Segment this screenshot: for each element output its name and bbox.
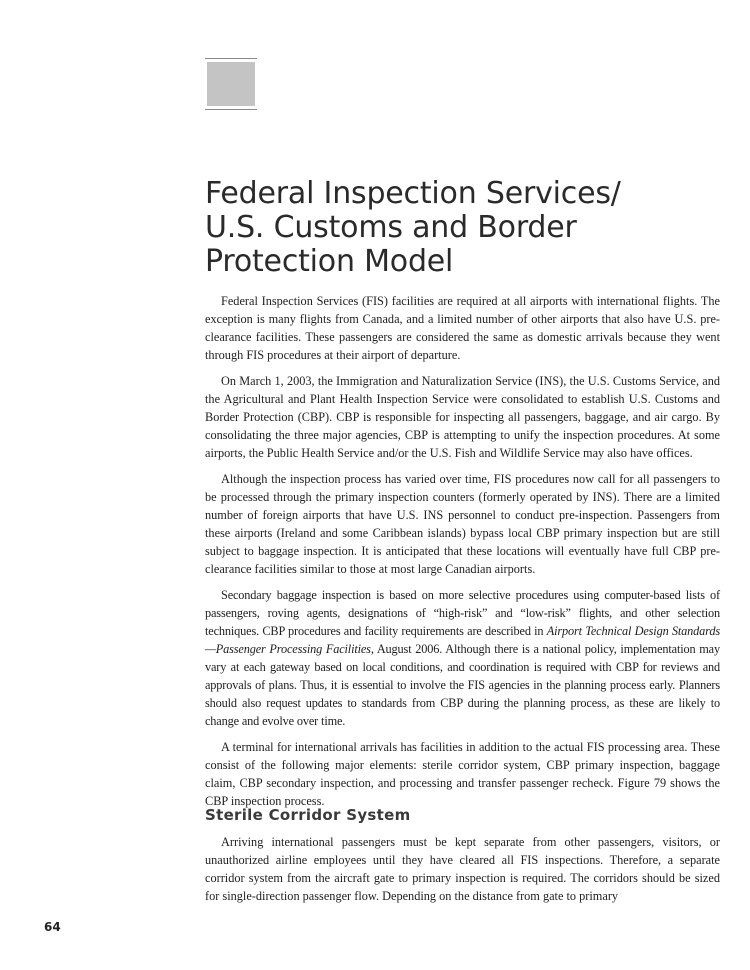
body-text-run: August 2006. Although there is a national policy, implementation may vary at each gateway based on local conditions, and coordination is required with CBP for reviews and approvals of plans. Thus, it is essential to involve the FIS agencies in the planning process early. Planners should also request updates to standards from CBP during the planning process, as these are likely to change and evolve over time. (205, 642, 720, 728)
section-heading: Sterile Corridor System (205, 806, 411, 824)
chapter-title-line: U.S. Customs and Border (205, 210, 577, 245)
chapter-title-line: Protection Model (205, 244, 454, 279)
chapter-rule-bottom (205, 109, 257, 110)
chapter-body (205, 292, 720, 818)
body-paragraph (205, 586, 720, 730)
page-number: 64 (44, 920, 61, 934)
body-paragraph: Although the inspection process has varied over time, FIS procedures now call for all passengers to be processed through the primary inspection counters (formerly operated by INS). There are a limited number of foreign airports that have U.S. INS personnel to conduct pre-inspection. Passengers from these airports (Ireland and some Caribbean islands) bypass local CBP primary inspection but are still subject to baggage inspection. It is anticipated that these locations will eventually have full CBP pre-clearance facilities similar to those at most large Canadian airports. (205, 472, 720, 576)
section-body (205, 833, 720, 913)
body-paragraph: A terminal for international arrivals has facilities in addition to the actual FIS processing area. These consist of the following major elements: sterile corridor system, CBP primary inspection, baggage claim, CBP secondary inspection, and processing and transfer passenger recheck. Figure 79 shows the CBP inspection process. (205, 740, 720, 808)
body-paragraph: Arriving international passengers must be kept separate from other passengers, visitors, or unauthorized airline employees until they have cleared all FIS inspections. Therefore, a separate corridor system from the aircraft gate to primary inspection is required. The corridors should be sized for single-direction passenger flow. Depending on the distance from gate to primary (205, 835, 720, 903)
publication-title: Airport Technical Design Standards—Passenger Processing Facilities, (205, 624, 720, 656)
chapter-marker-block (207, 62, 255, 106)
chapter-rule-top (205, 58, 257, 59)
body-paragraph: Federal Inspection Services (FIS) facilities are required at all airports with international flights. The exception is many flights from Canada, and a limited number of other airports that also have U.S. pre-clearance facilities. These passengers are considered the same as domestic arrivals because they went through FIS procedures at their airport of departure. (205, 294, 720, 362)
body-paragraph: On March 1, 2003, the Immigration and Naturalization Service (INS), the U.S. Customs Service, and the Agricultural and Plant Health Inspection Service were consolidated to establish U.S. Customs and Border Protection (CBP). CBP is responsible for inspecting all passengers, baggage, and air cargo. By consolidating the three major agencies, CBP is attempting to unify the inspection procedures. At some airports, the Public Health Service and/or the U.S. Fish and Wildlife Service may also have offices. (205, 374, 720, 460)
chapter-title (205, 177, 675, 279)
chapter-title-line: Federal Inspection Services/ (205, 176, 621, 211)
body-text-run: Secondary baggage inspection is based on more selective procedures using computer-based lists of passengers, roving agents, designations of “high-risk” and “low-risk” flights, and other selection techniques. CBP procedures and facility requirements are described in (205, 588, 720, 638)
